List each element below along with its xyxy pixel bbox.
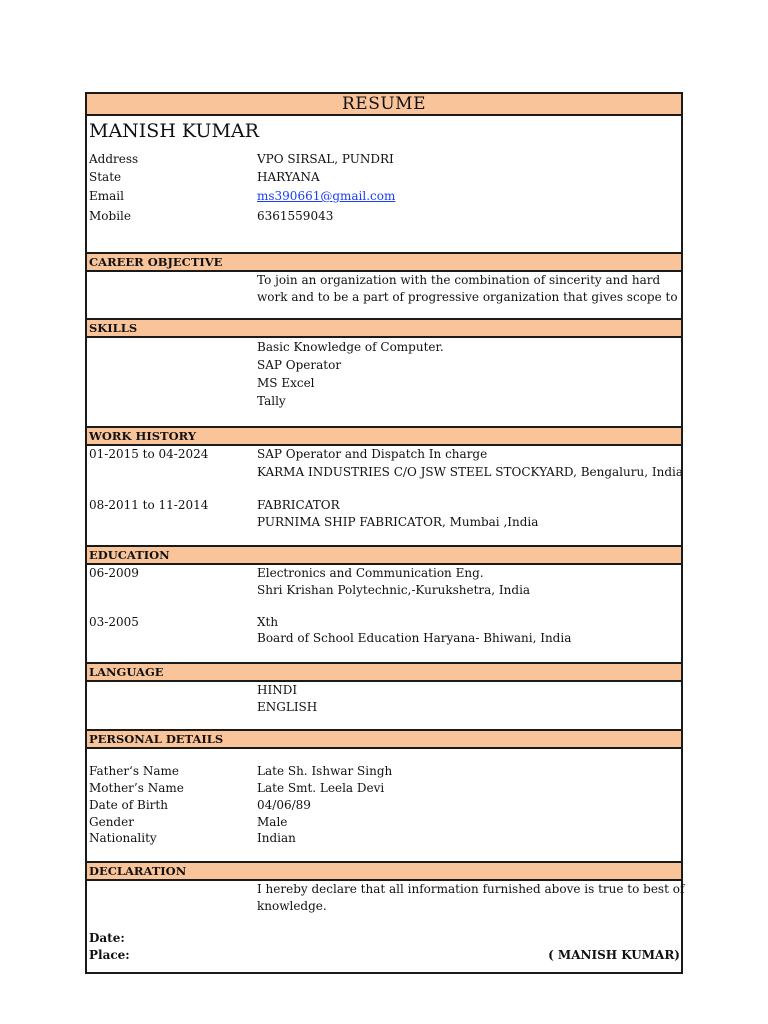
contact-label: State [89,170,122,184]
contact-value: HARYANA [257,170,320,184]
language-body [87,682,681,729]
work-period: 01-2015 to 04-2024 [89,447,209,461]
education-entry [87,565,681,582]
personal-label: Date of Birth [89,798,168,812]
skill-item: Tally [257,394,286,408]
signature-name: ( MANISH KUMAR) [548,948,680,962]
work-role: FABRICATOR [257,498,340,512]
declaration-body [87,881,685,972]
skill-item: SAP Operator [257,358,342,372]
language-item: ENGLISH [257,700,318,714]
personal-value: Late Smt. Leela Devi [257,781,385,795]
contact-block [87,143,681,252]
personal-label: Mother’s Name [89,781,184,795]
personal-label: Nationality [89,831,157,845]
personal-row [87,830,681,847]
contact-row-mobile [87,208,681,225]
personal-row [87,780,681,797]
section-heading-work-history: WORK HISTORY [87,426,681,446]
contact-label: Email [89,189,124,203]
education-entry [87,614,681,631]
section-heading-language: LANGUAGE [87,662,681,682]
section-heading-education: EDUCATION [87,545,681,565]
section-heading-skills: SKILLS [87,318,681,338]
personal-value: Indian [257,831,296,845]
objective-line: work and to be a part of progressive organization that gives scope to [257,290,678,304]
personal-row [87,763,681,780]
personal-row [87,797,681,814]
personal-value: Late Sh. Ishwar Singh [257,764,393,778]
career-objective-body [87,272,681,318]
personal-row [87,814,681,831]
education-school: Shri Krishan Polytechnic,-Kurukshetra, India [257,583,531,597]
contact-label: Mobile [89,209,131,223]
section-heading-declaration: DECLARATION [87,861,681,881]
contact-row-email [87,188,681,205]
education-degree: Electronics and Communication Eng. [257,566,484,580]
skill-item: MS Excel [257,376,315,390]
work-entry [87,497,681,514]
place-label: Place: [89,948,130,962]
work-period: 08-2011 to 11-2014 [89,498,209,512]
declaration-line: I hereby declare that all information furnished above is true to best of [257,882,685,896]
personal-value: Male [257,815,288,829]
section-heading-career-objective: CAREER OBJECTIVE [87,252,681,272]
personal-details-body [87,749,681,861]
work-org: KARMA INDUSTRIES C/O JSW STEEL STOCKYARD, Bengaluru, India [257,465,683,479]
language-item: HINDI [257,683,298,697]
education-date: 03-2005 [89,615,139,629]
contact-value: VPO SIRSAL, PUNDRI [257,152,394,166]
education-body [87,565,681,662]
work-role: SAP Operator and Dispatch In charge [257,447,488,461]
personal-value: 04/06/89 [257,798,311,812]
objective-line: To join an organization with the combination of sincerity and hard [257,273,661,287]
resume-sheet [85,92,683,974]
resume-title: RESUME [87,94,681,116]
contact-value: 6361559043 [257,209,334,223]
education-date: 06-2009 [89,566,139,580]
contact-row-address [87,151,681,168]
education-degree: Xth [257,615,279,629]
declaration-line: knowledge. [257,899,327,913]
work-entry [87,446,681,463]
date-label: Date: [89,931,125,945]
contact-row-state [87,169,681,186]
personal-label: Father‘s Name [89,764,179,778]
personal-label: Gender [89,815,134,829]
work-org: PURNIMA SHIP FABRICATOR, Mumbai ,India [257,515,539,529]
candidate-name: MANISH KUMAR [89,120,259,142]
skill-item: Basic Knowledge of Computer. [257,340,444,354]
skills-body [87,338,681,426]
education-school: Board of School Education Haryana- Bhiwani, India [257,631,572,645]
email-link[interactable]: ms390661@gmail.com [257,189,396,203]
section-heading-personal-details: PERSONAL DETAILS [87,729,681,749]
work-history-body [87,446,681,545]
contact-label: Address [89,152,139,166]
